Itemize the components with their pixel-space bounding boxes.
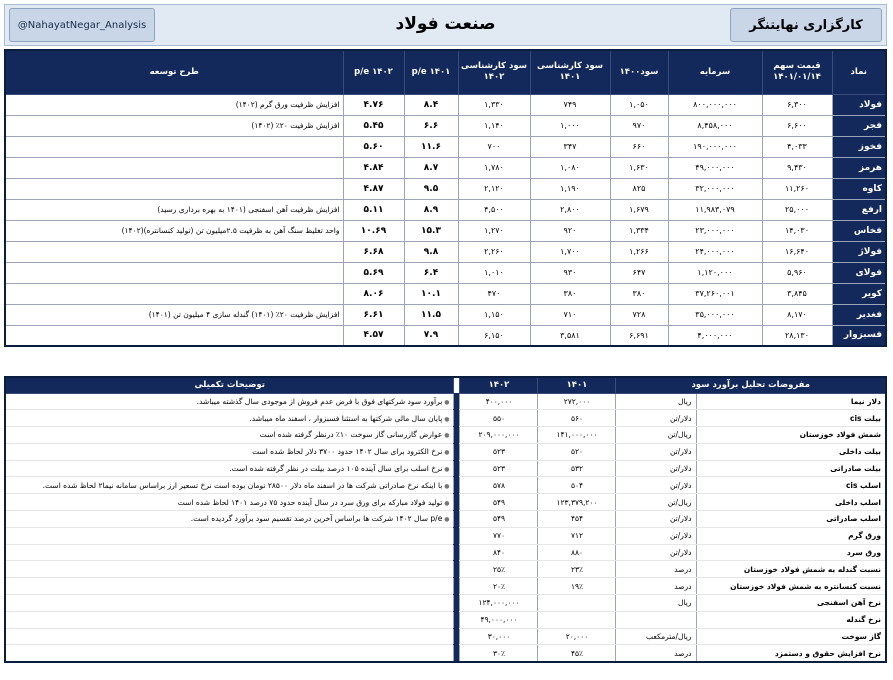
profit-1400-cell: ۷۲۸ <box>610 304 668 325</box>
profit-1402-cell: ۱,۳۳۰ <box>458 94 530 115</box>
assumption-label: نسبت کنسانتره به شمش فولاد خوزستان <box>696 578 886 595</box>
notes-header: توضیحات تکمیلی <box>5 377 454 393</box>
assumption-row <box>5 427 886 444</box>
profit-1402-cell: ۲,۲۶۰ <box>458 241 530 262</box>
col-symbol: نماد <box>832 50 886 94</box>
assumption-row <box>5 561 886 578</box>
assumption-row <box>5 393 886 410</box>
capital-cell: ۲۳,۰۰۰,۰۰۰ <box>668 220 762 241</box>
price-cell: ۲۵,۰۰۰ <box>762 199 832 220</box>
note-cell <box>5 595 454 612</box>
profit-1402-cell: ۱,۱۴۰ <box>458 115 530 136</box>
bullet-icon: ● <box>442 398 450 406</box>
profit-1402-cell: ۱,۷۸۰ <box>458 157 530 178</box>
symbol-cell: فولاژ <box>832 241 886 262</box>
note-cell <box>5 477 454 494</box>
symbol-cell: فخاس <box>832 220 886 241</box>
assumption-unit: دلار/تن <box>616 511 696 528</box>
assumption-unit: درصد <box>616 561 696 578</box>
value-1402: ۴۹,۰۰۰,۰۰۰ <box>460 611 538 628</box>
note-cell <box>5 611 454 628</box>
symbol-cell: ارفع <box>832 199 886 220</box>
assumption-unit: ریال <box>616 393 696 410</box>
assumption-row <box>5 611 886 628</box>
value-1401: ۴۵٪ <box>538 645 616 662</box>
profit-1402-cell: ۲,۱۲۰ <box>458 178 530 199</box>
capital-cell: ۱۱,۹۸۳,۰۷۹ <box>668 199 762 220</box>
value-1402: ۵۲۳ <box>460 460 538 477</box>
assumption-unit: دلار/تن <box>616 544 696 561</box>
column-divider <box>454 494 460 511</box>
pe-1402-cell: ۴.۸۷ <box>343 178 404 199</box>
assumption-label: بیلت صادراتی <box>696 460 886 477</box>
value-1401: ۷۱۲ <box>538 527 616 544</box>
profit-1400-cell: ۸۲۵ <box>610 178 668 199</box>
profit-1401-cell: ۳۸۰ <box>530 283 610 304</box>
column-divider <box>454 628 460 645</box>
col-capital: سرمایه <box>668 50 762 94</box>
value-1401: ۸۸۰ <box>538 544 616 561</box>
profit-1400-cell: ۶۶۰ <box>610 136 668 157</box>
assumption-label: اسلب cis <box>696 477 886 494</box>
pe-1402-cell: ۶.۶۸ <box>343 241 404 262</box>
assumption-label: ورق سرد <box>696 544 886 561</box>
value-1402: ۳۰٪ <box>460 645 538 662</box>
col-pe-1402: p/e ۱۴۰۲ <box>343 50 404 94</box>
value-1401: ۲۰,۰۰۰ <box>538 628 616 645</box>
value-1401: ۱۲۳,۳۷۹,۲۰۰ <box>538 494 616 511</box>
price-cell: ۲۸,۱۳۰ <box>762 325 832 346</box>
note-text: پایان سال مالی شرکتها به استثنا فسبزوار ، اسفند ماه میباشد. <box>249 413 443 423</box>
assumption-label: نسبت گندله به شمش فولاد خوزستان <box>696 561 886 578</box>
profit-1402-cell: ۱,۱۵۰ <box>458 304 530 325</box>
pe-1402-cell: ۶.۶۱ <box>343 304 404 325</box>
profit-1400-cell: ۶۴۷ <box>610 262 668 283</box>
assumption-row <box>5 578 886 595</box>
profit-1401-cell: ۳۴۷ <box>530 136 610 157</box>
assumption-label: بیلت cis <box>696 410 886 427</box>
value-1402: ۲۰۹,۰۰۰,۰۰۰ <box>460 427 538 444</box>
pe-1401-cell: ۱۱.۶ <box>404 136 458 157</box>
column-divider <box>454 645 460 662</box>
capital-cell: ۱,۱۲۰,۰۰۰ <box>668 262 762 283</box>
column-divider <box>454 427 460 444</box>
expansion-plan-cell <box>5 136 343 157</box>
assumption-unit: ریال <box>616 595 696 612</box>
table-row <box>5 241 886 262</box>
value-1401 <box>538 595 616 612</box>
note-text: عوارض گازرسانی گاز سوخت ۱۰٪ درنظر گرفته شده است <box>259 430 443 440</box>
assumption-label: نرخ افزایش حقوق و دستمزد <box>696 645 886 662</box>
price-cell: ۹,۴۳۰ <box>762 157 832 178</box>
note-text: p/e سال ۱۴۰۲ شرکت ها براساس آخرین درصد تقسیم سود برآورد گردیده است. <box>190 514 443 524</box>
pe-1401-cell: ۶.۴ <box>404 262 458 283</box>
value-1402: ۴۰۰,۰۰۰ <box>460 393 538 410</box>
note-text: تولید فولاد مبارکه برای ورق سرد در سال آینده حدود ۷۵ درصد ۱۴۰۱ لحاظ شده است <box>177 497 443 507</box>
symbol-cell: فولای <box>832 262 886 283</box>
assumption-row <box>5 511 886 528</box>
pe-1402-cell: ۵.۱۱ <box>343 199 404 220</box>
profit-1400-cell: ۱,۲۶۶ <box>610 241 668 262</box>
table-row <box>5 283 886 304</box>
column-divider <box>454 477 460 494</box>
column-divider <box>454 410 460 427</box>
price-cell: ۶,۳۰۰ <box>762 94 832 115</box>
year-1401-header: ۱۴۰۱ <box>538 377 616 393</box>
symbol-cell: هرمز <box>832 157 886 178</box>
assumption-row <box>5 494 886 511</box>
assumption-label: نرخ آهن اسفنجی <box>696 595 886 612</box>
note-cell <box>5 544 454 561</box>
assumption-row <box>5 477 886 494</box>
price-cell: ۱۶,۶۴۰ <box>762 241 832 262</box>
symbol-cell: کویر <box>832 283 886 304</box>
profit-1401-cell: ۹۲۰ <box>530 220 610 241</box>
assumption-label: بیلت داخلی <box>696 443 886 460</box>
profit-1402-cell: ۱,۲۷۰ <box>458 220 530 241</box>
profit-1402-cell: ۷۰۰ <box>458 136 530 157</box>
symbol-cell: فجر <box>832 115 886 136</box>
assumption-unit: ریال/تن <box>616 494 696 511</box>
symbol-cell: فغدیر <box>832 304 886 325</box>
column-divider <box>454 443 460 460</box>
assumption-row <box>5 544 886 561</box>
pe-1401-cell: ۱۰.۱ <box>404 283 458 304</box>
column-divider <box>454 527 460 544</box>
table-row <box>5 262 886 283</box>
brokerage-name: کارگزاری نهایتنگر <box>730 8 882 42</box>
assumption-label: گاز سوخت <box>696 628 886 645</box>
value-1401: ۴۵۴ <box>538 511 616 528</box>
value-1401: ۵۰۴ <box>538 477 616 494</box>
assumption-label: ورق گرم <box>696 527 886 544</box>
pe-1402-cell: ۱۰.۶۹ <box>343 220 404 241</box>
col-pe-1401: p/e ۱۴۰۱ <box>404 50 458 94</box>
profit-1400-cell: ۳۸۰ <box>610 283 668 304</box>
separator <box>454 377 460 393</box>
assumption-row <box>5 460 886 477</box>
assumption-unit: دلار/تن <box>616 460 696 477</box>
table-row <box>5 136 886 157</box>
valuation-table <box>4 49 887 347</box>
assumptions-header: مفروضات تحلیل برآورد سود <box>616 377 886 393</box>
capital-cell: ۳۷,۲۶۰,۰۰۱ <box>668 283 762 304</box>
profit-1400-cell: ۱,۳۳۴ <box>610 220 668 241</box>
assumption-unit: دلار/تن <box>616 527 696 544</box>
assumption-row <box>5 443 886 460</box>
price-cell: ۱۱,۲۶۰ <box>762 178 832 199</box>
profit-1400-cell: ۹۷۰ <box>610 115 668 136</box>
assumption-unit: دلار/تن <box>616 443 696 460</box>
column-divider <box>454 611 460 628</box>
assumption-unit <box>616 611 696 628</box>
profit-1401-cell: ۹۳۰ <box>530 262 610 283</box>
profit-1400-cell: ۱,۶۷۹ <box>610 199 668 220</box>
profit-1400-cell: ۱,۰۵۰ <box>610 94 668 115</box>
column-divider <box>454 561 460 578</box>
assumption-unit: ریال/تن <box>616 427 696 444</box>
col-profit-1401: سود کارشناسی ۱۴۰۱ <box>530 50 610 94</box>
column-divider <box>454 393 460 410</box>
price-cell: ۵,۹۶۰ <box>762 262 832 283</box>
price-cell: ۴,۰۳۳ <box>762 136 832 157</box>
assumption-row <box>5 645 886 662</box>
bullet-icon: ● <box>442 432 450 440</box>
bullet-icon: ● <box>442 499 450 507</box>
column-divider <box>454 511 460 528</box>
note-cell <box>5 645 454 662</box>
table-row <box>5 178 886 199</box>
assumption-unit: درصد <box>616 578 696 595</box>
table-row <box>5 157 886 178</box>
assumption-unit: دلار/تن <box>616 477 696 494</box>
assumption-unit: دلار/تن <box>616 410 696 427</box>
profit-1400-cell: ۱,۶۳۰ <box>610 157 668 178</box>
page-title: صنعت فولاد <box>395 14 496 34</box>
assumption-row <box>5 595 886 612</box>
profit-1401-cell: ۱,۷۰۰ <box>530 241 610 262</box>
symbol-cell: کاوه <box>832 178 886 199</box>
col-expansion-plan: طرح توسعه <box>5 50 343 94</box>
bullet-icon: ● <box>442 449 450 457</box>
assumption-label: نرخ گندله <box>696 611 886 628</box>
report-header <box>4 4 887 46</box>
profit-1400-cell: ۶,۶۹۱ <box>610 325 668 346</box>
value-1402: ۷۷۰ <box>460 527 538 544</box>
bullet-icon: ● <box>442 516 450 524</box>
value-1401: ۲۳٪ <box>538 561 616 578</box>
assumption-row <box>5 410 886 427</box>
price-cell: ۳,۸۴۵ <box>762 283 832 304</box>
value-1402: ۳۰,۰۰۰ <box>460 628 538 645</box>
profit-1402-cell: ۴,۵۰۰ <box>458 199 530 220</box>
capital-cell: ۸,۴۵۸,۰۰۰ <box>668 115 762 136</box>
profit-1401-cell: ۷۱۰ <box>530 304 610 325</box>
telegram-handle: @NahayatNegar_Analysis <box>9 8 155 42</box>
note-cell <box>5 410 454 427</box>
note-text: با اینکه نرخ صادراتی شرکت ها در اسفند ماه دلار ۲۸۵۰۰ تومان بوده است نرخ تسعیر ارز براساس سامانه نیما۲ لحاظ شده است. <box>42 480 443 490</box>
bullet-icon: ● <box>442 466 450 474</box>
table-row <box>5 304 886 325</box>
pe-1401-cell: ۶.۶ <box>404 115 458 136</box>
profit-1401-cell: ۲,۸۰۰ <box>530 199 610 220</box>
assumption-row <box>5 527 886 544</box>
value-1401: ۵۲۰ <box>538 443 616 460</box>
pe-1401-cell: ۷.۹ <box>404 325 458 346</box>
capital-cell: ۴,۰۰۰,۰۰۰ <box>668 325 762 346</box>
pe-1401-cell: ۱۵.۳ <box>404 220 458 241</box>
expansion-plan-cell <box>5 262 343 283</box>
pe-1401-cell: ۹.۸ <box>404 241 458 262</box>
expansion-plan-cell <box>5 325 343 346</box>
symbol-cell: فولاد <box>832 94 886 115</box>
value-1402: ۵۴۹ <box>460 494 538 511</box>
column-divider <box>454 578 460 595</box>
value-1402: ۲۵٪ <box>460 561 538 578</box>
note-cell <box>5 460 454 477</box>
value-1402: ۵۲۳ <box>460 443 538 460</box>
bullet-icon: ● <box>442 415 450 423</box>
pe-1402-cell: ۸.۰۶ <box>343 283 404 304</box>
price-cell: ۱۴,۰۳۰ <box>762 220 832 241</box>
note-cell <box>5 393 454 410</box>
pe-1402-cell: ۵.۶۰ <box>343 136 404 157</box>
capital-cell: ۱۹۰,۰۰۰,۰۰۰ <box>668 136 762 157</box>
column-divider <box>454 460 460 477</box>
profit-1402-cell: ۶,۱۵۰ <box>458 325 530 346</box>
assumption-label: اسلب داخلی <box>696 494 886 511</box>
year-1402-header: ۱۴۰۲ <box>460 377 538 393</box>
col-profit-1402: سود کارشناسی ۱۴۰۲ <box>458 50 530 94</box>
capital-cell: ۳۲,۰۰۰,۰۰۰ <box>668 178 762 199</box>
col-price: قیمت سهم ۱۴۰۱/۰۱/۱۴ <box>762 50 832 94</box>
price-cell: ۶,۶۰۰ <box>762 115 832 136</box>
expansion-plan-cell: افزایش ظرفیت ورق گرم (۱۴۰۲) <box>5 94 343 115</box>
note-cell <box>5 628 454 645</box>
note-cell <box>5 511 454 528</box>
expansion-plan-cell <box>5 283 343 304</box>
note-text: برآورد سود شرکتهای فوق با فرض عدم فروش از موجودی سال گذشته میباشد. <box>196 396 443 406</box>
pe-1402-cell: ۴.۷۶ <box>343 94 404 115</box>
expansion-plan-cell: افزایش ظرفیت ۲۰٪ (۱۴۰۱) گندله سازی ۴ میلیون تن (۱۴۰۱) <box>5 304 343 325</box>
expansion-plan-cell <box>5 241 343 262</box>
table-row <box>5 94 886 115</box>
pe-1402-cell: ۵.۴۵ <box>343 115 404 136</box>
capital-cell: ۸۰۰,۰۰۰,۰۰۰ <box>668 94 762 115</box>
pe-1402-cell: ۴.۸۴ <box>343 157 404 178</box>
pe-1401-cell: ۸.۹ <box>404 199 458 220</box>
col-profit-1400: سود۱۴۰۰ <box>610 50 668 94</box>
note-cell <box>5 427 454 444</box>
value-1401: ۱۴۱,۰۰۰,۰۰۰ <box>538 427 616 444</box>
note-cell <box>5 578 454 595</box>
expansion-plan-cell: افزایش ظرفیت ۲۰٪ (۱۴۰۲) <box>5 115 343 136</box>
expansion-plan-cell <box>5 178 343 199</box>
value-1401 <box>538 611 616 628</box>
note-cell <box>5 561 454 578</box>
value-1401: ۵۳۲ <box>538 460 616 477</box>
table-row <box>5 325 886 346</box>
column-divider <box>454 544 460 561</box>
value-1402: ۵۴۹ <box>460 511 538 528</box>
assumption-label: شمش فولاد خوزستان <box>696 427 886 444</box>
profit-1401-cell: ۷۴۹ <box>530 94 610 115</box>
table-row <box>5 199 886 220</box>
assumptions-table <box>4 376 887 663</box>
value-1401: ۱۹٪ <box>538 578 616 595</box>
expansion-plan-cell: افزایش ظرفیت آهن اسفنجی (۱۴۰۱ به بهره برداری رسید) <box>5 199 343 220</box>
note-text: نرخ اسلب برای سال آینده ۱۰۵ درصد بیلت در نظر گرفته شده است. <box>229 464 443 474</box>
pe-1401-cell: ۹.۵ <box>404 178 458 199</box>
note-cell <box>5 527 454 544</box>
assumption-row <box>5 628 886 645</box>
expansion-plan-cell <box>5 157 343 178</box>
capital-cell: ۴۹,۰۰۰,۰۰۰ <box>668 157 762 178</box>
pe-1401-cell: ۱۱.۵ <box>404 304 458 325</box>
value-1402: ۱۲۴,۰۰۰,۰۰۰ <box>460 595 538 612</box>
assumption-label: اسلب صادراتی <box>696 511 886 528</box>
profit-1402-cell: ۱,۰۱۰ <box>458 262 530 283</box>
table-row <box>5 115 886 136</box>
bullet-icon: ● <box>442 482 450 490</box>
symbol-cell: فسبزوار <box>832 325 886 346</box>
profit-1401-cell: ۱,۰۰۰ <box>530 115 610 136</box>
profit-1401-cell: ۳,۵۸۱ <box>530 325 610 346</box>
assumption-label: دلار نیما <box>696 393 886 410</box>
value-1401: ۵۶۰ <box>538 410 616 427</box>
note-cell <box>5 443 454 460</box>
expansion-plan-cell: واحد تغلیظ سنگ آهن به ظرفیت ۲.۵میلیون تن (تولید کنسانتره)(۱۴۰۲) <box>5 220 343 241</box>
symbol-cell: فخوز <box>832 136 886 157</box>
value-1402: ۵۵۰ <box>460 410 538 427</box>
pe-1401-cell: ۸.۷ <box>404 157 458 178</box>
value-1402: ۲۰٪ <box>460 578 538 595</box>
value-1401: ۲۷۲,۰۰۰ <box>538 393 616 410</box>
column-divider <box>454 595 460 612</box>
profit-1401-cell: ۱,۰۸۰ <box>530 157 610 178</box>
assumption-unit: درصد <box>616 645 696 662</box>
table-row <box>5 220 886 241</box>
pe-1401-cell: ۸.۴ <box>404 94 458 115</box>
price-cell: ۸,۱۷۰ <box>762 304 832 325</box>
capital-cell: ۳۵,۰۰۰,۰۰۰ <box>668 304 762 325</box>
note-text: نرخ الکترود برای سال ۱۴۰۲ حدود ۳۷۰۰ دلار لحاظ شده است <box>252 447 443 457</box>
value-1402: ۵۷۸ <box>460 477 538 494</box>
profit-1402-cell: ۴۷۰ <box>458 283 530 304</box>
pe-1402-cell: ۴.۵۷ <box>343 325 404 346</box>
value-1402: ۸۴۰ <box>460 544 538 561</box>
capital-cell: ۲۴,۰۰۰,۰۰۰ <box>668 241 762 262</box>
assumption-unit: ریال/مترمکعب <box>616 628 696 645</box>
note-cell <box>5 494 454 511</box>
profit-1401-cell: ۱,۱۹۰ <box>530 178 610 199</box>
pe-1402-cell: ۵.۶۹ <box>343 262 404 283</box>
